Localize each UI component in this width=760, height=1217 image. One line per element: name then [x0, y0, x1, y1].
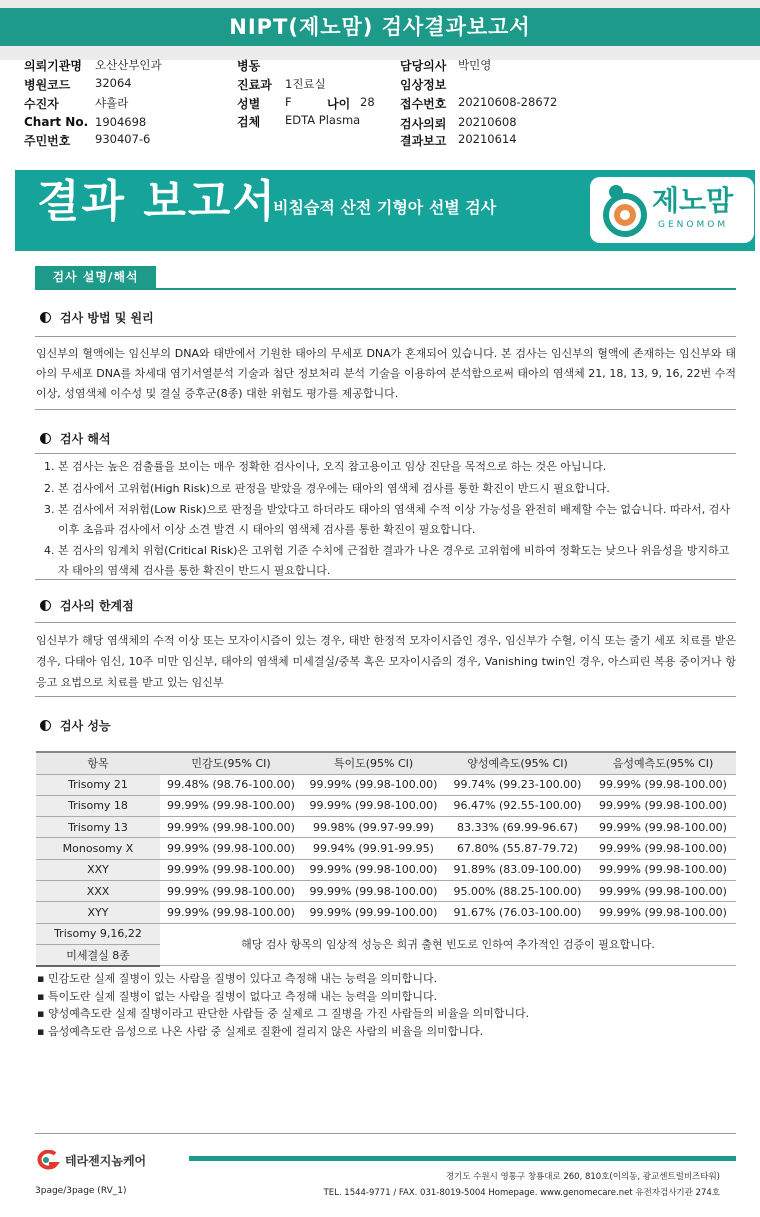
- divider: [35, 622, 736, 623]
- divider: [35, 696, 736, 697]
- collector-label: 수진자: [24, 97, 59, 111]
- performance-table: [36, 751, 736, 967]
- clinical-label: 임상정보: [400, 78, 447, 92]
- table-row: Monosomy X 99.99% (99.98-100.00) 99.94% (99.91-99.95) 67.80% (55.87-79.72) 99.99% (99.98-100.00): [36, 838, 736, 859]
- company-name: 테라젠지놈케어: [65, 1153, 147, 1168]
- interpretation-heading-text: 검사 해석: [60, 432, 111, 446]
- table-row: XYY 99.99% (99.98-100.00) 99.99% (99.99-100.00) 91.67% (76.03-100.00) 99.99% (99.98-100.00): [36, 902, 736, 923]
- table-row: Trisomy 21 99.48% (98.76-100.00) 99.99% (99.98-100.00) 99.74% (99.23-100.00) 99.99% (99.98-100.00): [36, 774, 736, 795]
- institution-value: 오산산부인과: [95, 58, 162, 72]
- method-heading-text: 검사 방법 및 원리: [60, 311, 154, 325]
- result-banner: [15, 170, 755, 251]
- report-date-value: 20210614: [458, 132, 517, 146]
- performance-heading: [40, 717, 111, 734]
- table-row: XXX 99.99% (99.98-100.00) 99.99% (99.98-100.00) 95.00% (88.25-100.00) 99.99% (99.98-100.00): [36, 880, 736, 901]
- half-circle-icon: [40, 720, 51, 731]
- column-header: 음성예측도(95% CI): [590, 752, 736, 774]
- note-item: ▪ 민감도란 실제 질병이 있는 사람을 질병이 있다고 측정해 내는 능력을 의미합니다.: [37, 972, 438, 985]
- accession-label: 접수번호: [400, 97, 447, 111]
- table-row: Trisomy 13 99.99% (99.98-100.00) 99.98% (99.97-99.99) 83.33% (69.99-96.67) 99.99% (99.98-100.00): [36, 817, 736, 838]
- accession-value: 20210608-28672: [458, 95, 558, 109]
- limitations-heading: [40, 597, 134, 614]
- footer-divider: [35, 1133, 736, 1134]
- table-row: XXY 99.99% (99.98-100.00) 99.99% (99.98-100.00) 91.89% (83.09-100.00) 99.99% (99.98-100.00): [36, 859, 736, 880]
- company-logo: [35, 1150, 146, 1170]
- divider: [35, 453, 736, 454]
- note-item: ▪ 음성예측도란 음성으로 나온 사람 중 실제로 질환에 걸리지 않은 사람의 비율을 의미합니다.: [37, 1024, 484, 1038]
- list-item: 1. 본 검사는 높은 검출률을 보이는 매우 정확한 검사이나, 오직 참고용이고 임상 진단을 목적으로 하는 것은 아닙니다.: [44, 460, 607, 473]
- specimen-value: EDTA Plasma: [285, 113, 361, 127]
- specimen-label: 검체: [237, 115, 261, 129]
- method-text: 임신부의 혈액에는 임신부의 DNA와 태반에서 기원한 태아의 무세포 DNA가 혼재되어 있습니다. 본 검사는 임신부의 혈액에 존재하는 임신부와 태아의 무세포 DNA를 차세대 염기서열분석 기술과 첨단 정보처리 분석 기술을 이용하여 분석함으로써 태아의 염색체 21, 18, 13, 9, 16, 22번 수적 이상, 성염색체 이수성 및 결실 증후군(8종) 대한 위험도 평가를 제공합니다.: [36, 347, 736, 400]
- performance-heading-text: 검사 성능: [60, 719, 111, 733]
- table-row: Trisomy 9,16,22 해당 검사 항목의 임상적 성능은 희귀 출현 빈도로 인하여 추가적인 검증이 필요합니다.: [36, 923, 736, 944]
- list-item: 3. 본 검사에서 저위험(Low Risk)으로 판정을 받았다고 하더라도 태아의 염색체 수적 이상 가능성을 완전히 배제할 수는 없습니다. 따라서, 검사 이후 초음파 검사에서 이상 소견 발견 시 태아의 염색체 검사를 통한 확진이 필요합니다.: [44, 503, 731, 536]
- limitations-heading-text: 검사의 한계점: [60, 599, 134, 613]
- divider: [35, 579, 736, 580]
- id-label: 주민번호: [24, 134, 71, 148]
- half-circle-icon: [40, 312, 51, 323]
- section-tab: 검사 설명/해석: [35, 266, 156, 288]
- column-header: 양성예측도(95% CI): [445, 752, 590, 774]
- method-heading: [40, 309, 154, 326]
- note-item: ▪ 특이도란 실제 질병이 없는 사람을 질병이 없다고 측정해 내는 능력을 의미합니다.: [37, 989, 438, 1003]
- extra-note: 해당 검사 항목의 임상적 성능은 희귀 출현 빈도로 인하여 추가적인 검증이 필요합니다.: [160, 923, 736, 966]
- logo-text: 제노맘: [652, 184, 734, 217]
- footer-accent-bar: [189, 1156, 736, 1161]
- table-row: Trisomy 18 99.99% (99.98-100.00) 99.99% (99.98-100.00) 96.47% (92.55-100.00) 99.99% (99.98-100.00): [36, 795, 736, 816]
- divider: [35, 409, 736, 410]
- genomom-logo-icon: [602, 183, 648, 237]
- terragen-logo-icon: [35, 1150, 61, 1170]
- request-label: 검사의뢰: [400, 117, 447, 131]
- column-header: 특이도(95% CI): [302, 752, 445, 774]
- logo-subtext: GENOMOM: [658, 220, 729, 230]
- divider: [35, 336, 736, 337]
- collector-value: 샤흘라: [95, 96, 129, 110]
- doctor-label: 담당의사: [400, 59, 447, 73]
- institution-label: 의뢰기관명: [24, 59, 82, 73]
- doctor-value: 박민영: [458, 58, 492, 72]
- report-date-label: 결과보고: [400, 134, 447, 148]
- dept-value: 1진료실: [285, 77, 326, 91]
- note-item: ▪ 양성예측도란 실제 질병이라고 판단한 사람들 중 실제로 그 질병을 가진 사람들의 비율을 의미합니다.: [37, 1007, 530, 1020]
- age-value: 28: [360, 95, 375, 109]
- hospital-code-label: 병원코드: [24, 78, 71, 92]
- chart-no-value: 1904698: [95, 115, 147, 129]
- banner-subtitle: 비침습적 산전 기형아 선별 검사: [273, 198, 497, 217]
- definition-notes: [37, 970, 529, 1040]
- table-header-row: [36, 752, 736, 774]
- interpretation-heading: [40, 430, 111, 447]
- dept-label: 진료과: [237, 78, 272, 92]
- genomom-logo: [590, 177, 754, 243]
- column-header: 항목: [36, 752, 160, 774]
- banner-title: 결과 보고서: [37, 176, 277, 227]
- half-circle-icon: [40, 600, 51, 611]
- half-circle-icon: [40, 433, 51, 444]
- patient-info: [24, 54, 744, 154]
- id-value: 930407-6: [95, 132, 151, 146]
- list-item: 4. 본 검사의 임계치 위험(Critical Risk)은 고위험 기준 수치에 근접한 결과가 나온 경우로 고위험에 비하여 정확도는 낮으나 위음성을 방지하고자 태아의 염색체 검사를 통한 확진이 반드시 필요합니다.: [44, 544, 730, 577]
- list-item: 2. 본 검사에서 고위험(High Risk)으로 판정을 받았을 경우에는 태아의 염색체 검사를 통한 확진이 반드시 필요합니다.: [44, 481, 610, 495]
- ward-label: 병동: [237, 59, 261, 73]
- hospital-code-value: 32064: [95, 76, 132, 90]
- sex-value: F: [285, 95, 292, 109]
- chart-no-label: Chart No.: [24, 115, 89, 129]
- column-header: 민감도(95% CI): [160, 752, 302, 774]
- report-title: NIPT(제노맘) 검사결과보고서: [0, 8, 760, 46]
- interpretation-list: [44, 457, 734, 580]
- table-row: 미세결실 8종: [36, 944, 736, 965]
- age-label: 나이: [327, 97, 351, 111]
- company-address: 경기도 수원시 영통구 창룡대로 260, 810호(이의동, 광교센트럴비즈타워) TEL. 1544-9771 / FAX. 031-8019-5004 Homepage. www.genomecare.net 유전자검사기관 274호: [323, 1172, 720, 1198]
- limitations-text: 임신부가 해당 염색체의 수적 이상 또는 모자이시즘이 있는 경우, 태반 한정적 모자이시즘인 경우, 임신부가 수혈, 이식 또는 줄기 세포 치료를 받은 경우, 다태아 임신, 10주 미만 임신부, 태아의 염색체 미세결실/중복 혹은 모자이시즘의 경우, Vanishing twin인 경우, 아스피린 복용 중이거나 항 응고 요법으로 치료를 받고 있는 임신부: [36, 634, 736, 689]
- request-value: 20210608: [458, 115, 517, 129]
- page-number: 3page/3page (RV_1): [35, 1186, 127, 1196]
- sex-label: 성별: [237, 97, 261, 111]
- section-divider: [35, 288, 736, 290]
